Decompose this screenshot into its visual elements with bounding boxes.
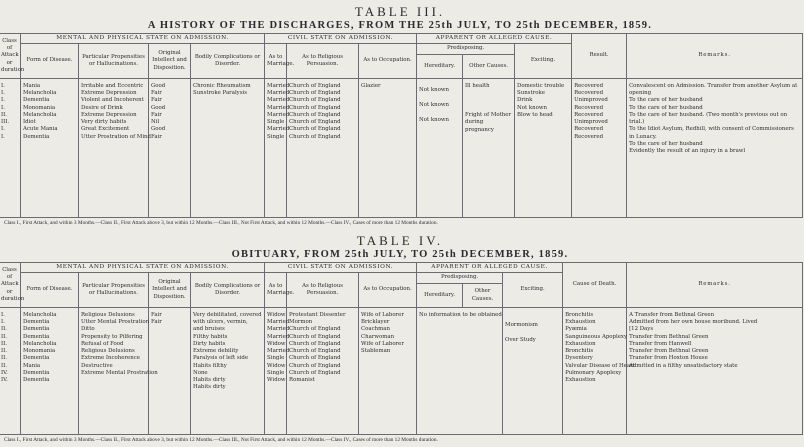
- table-cell: I.: [1, 319, 5, 326]
- table-cell: To the care of her husband: [629, 140, 703, 147]
- table-cell: Exhaustion: [565, 377, 596, 384]
- table-cell: II.: [1, 326, 7, 333]
- table-cell: Admitted in a filthy unsatisfactory state: [629, 362, 738, 369]
- table-cell: Habits filthy: [193, 362, 227, 369]
- table-cell: Church of England: [289, 119, 341, 126]
- table-cell: II.: [1, 362, 7, 369]
- table-cell: Married: [267, 90, 290, 97]
- table-cell: Transfer from Bethnal Green: [629, 348, 709, 355]
- table-cell: To the care of her husband. (Two month's previous out on trial.): [629, 111, 788, 126]
- table-cell: Great Excitement: [81, 126, 130, 133]
- table4-subtitle: OBITUARY, FROM 25th JULY, TO 25th DECEMBER, 1859.: [231, 249, 569, 260]
- table-cell: Monomania: [23, 348, 56, 355]
- table-cell: Widow: [267, 312, 286, 318]
- table-cell: and bruises: [193, 326, 225, 333]
- table-cell: Mania: [23, 362, 41, 369]
- table-cell: Fright of Mother during pregnancy: [465, 112, 512, 133]
- table3-bodily-col: [191, 79, 265, 218]
- table4-marriage-header: As to Marriage.: [265, 273, 287, 308]
- table4-bodily-col: [191, 308, 265, 435]
- table-cell: Valvular Disease of Heart: [565, 362, 635, 369]
- table-cell: Paralysis of left side: [193, 355, 249, 362]
- table-cell: A Transfer from Bethnal Green: [629, 312, 715, 318]
- table-cell: Coachman: [361, 326, 390, 333]
- table-cell: with ulcers, vermin,: [193, 319, 248, 326]
- table-cell: Convalescent on Admission. Transfer from another Asylum at opening: [629, 83, 798, 97]
- table-cell: Sanguineous Apoplexy: [565, 333, 627, 340]
- table3-occupation-header: As to Occupation.: [359, 44, 417, 79]
- table-cell: Wife of Laborer: [361, 312, 404, 318]
- table-cell: Transfer from Hanwell: [629, 340, 692, 347]
- table-cell: Recovered: [574, 126, 604, 133]
- table4-death-col: [563, 308, 635, 435]
- table-cell: Protestant Dissenter: [289, 312, 346, 318]
- table4-original-header: Original Intellect and Disposition.: [149, 273, 191, 308]
- table-cell: Desire of Drink: [81, 104, 123, 111]
- table-cell: I.: [1, 90, 5, 97]
- table-cell: Dementia: [23, 97, 50, 104]
- table-cell: II.: [1, 340, 7, 347]
- table-cell: Glazier: [361, 83, 381, 89]
- table4-occupation-header: As to Occupation.: [359, 273, 417, 308]
- table4-footnote: Class I., First Attack, and within 3 Months.—Class II., First Attack above 3, but within 12 Months.—Class III., Not First Attack, and within 12 Months.—Class IV., Cases of more than 12 Months duration.: [4, 437, 438, 443]
- table-cell: Pyæmia: [565, 326, 587, 333]
- table-cell: Admitted from her own house moribund. Lived: [629, 319, 758, 326]
- table3-exciting-header: Exciting.: [515, 44, 572, 79]
- table-cell: Propensity to Pilfering: [81, 333, 143, 340]
- table-cell: Widow: [267, 377, 286, 384]
- table4-class-header: Class of Attack or duration: [0, 263, 21, 308]
- table-cell: Over Study: [505, 337, 536, 344]
- table-cell: Dementia: [23, 369, 50, 376]
- table-cell: Not known: [419, 87, 449, 93]
- table-cell: Church of England: [289, 355, 341, 362]
- table-cell: Married: [267, 97, 290, 104]
- table4-other-header: Other Causes.: [463, 284, 503, 308]
- table-cell: Mania: [23, 83, 41, 89]
- table-cell: Violent and Incoherent: [81, 97, 144, 104]
- table-cell: Not known: [419, 117, 449, 124]
- table-cell: Fair: [151, 97, 162, 104]
- table-cell: I.: [1, 133, 5, 140]
- table3-result-header: Result.: [572, 34, 627, 79]
- table-cell: Extreme Mental Prostration: [81, 369, 158, 376]
- table-cell: Melancholia: [23, 111, 57, 118]
- table-cell: Church of England: [289, 97, 341, 104]
- table3-predisposing-header: Predisposing.: [417, 44, 515, 55]
- table-cell: Fair: [151, 133, 162, 140]
- table3-bodily-header: Bodily Complications or Disorder.: [191, 44, 265, 79]
- table-cell: Transfer from Bethnal Green: [629, 333, 709, 340]
- table-cell: Bronchitis: [565, 348, 594, 355]
- table3-form-header: Form of Disease.: [21, 44, 79, 79]
- table4-remarks-header: Remarks.: [627, 263, 803, 308]
- table-cell: None: [193, 369, 208, 376]
- table4-hereditary-header: Hereditary.: [417, 284, 463, 308]
- table3-title: TABLE III.: [354, 4, 446, 19]
- table3-form-col: [21, 79, 79, 218]
- table-cell: II.: [1, 348, 7, 355]
- table-cell: Dementia: [23, 133, 50, 140]
- table-cell: Widow: [267, 340, 286, 347]
- table-cell: Married: [267, 319, 290, 326]
- table4-occupation-col: [359, 308, 417, 435]
- table4: [0, 262, 803, 435]
- table3-hereditary-col: [417, 79, 463, 218]
- table-cell: Romanist: [289, 377, 315, 384]
- table3-class-header: Class of Attack or duration: [0, 34, 21, 79]
- table3-other-header: Other Causes.: [463, 55, 515, 79]
- table-cell: Melancholia: [23, 90, 57, 97]
- table3: [0, 33, 803, 218]
- table-cell: Church of England: [289, 90, 341, 97]
- table4-title: TABLE IV.: [356, 233, 444, 248]
- table-cell: Extreme debility: [193, 348, 239, 355]
- table-cell: Exhaustion: [565, 340, 596, 347]
- table-cell: IV.: [1, 377, 8, 384]
- table-cell: To the care of her husband: [629, 97, 703, 104]
- table3-subtitle: A HISTORY OF THE DISCHARGES, FROM THE 25th JULY, TO 25th DECEMBER, 1859.: [147, 20, 653, 31]
- table-cell: III.: [1, 119, 10, 126]
- table-cell: Widow: [267, 362, 286, 369]
- table-cell: Wife of Laborer: [361, 340, 404, 347]
- table4-religion-col: [287, 308, 359, 435]
- table-cell: Extreme Depression: [81, 111, 137, 118]
- table3-peculiar-header: Particular Propensities or Hallucinations.: [79, 44, 149, 79]
- table-cell: I.: [1, 97, 5, 104]
- table3-original-header: Original Intellect and Disposition.: [149, 44, 191, 79]
- table-cell: Church of England: [289, 362, 341, 369]
- table-cell: Bronchitis: [565, 312, 594, 318]
- table-cell: Very debilitated, covered: [193, 312, 262, 318]
- table3-remarks-col: [627, 79, 803, 218]
- table-cell: Church of England: [289, 83, 341, 89]
- table-cell: Nil: [151, 119, 160, 126]
- table-cell: Chronic Rheumatism: [193, 83, 251, 89]
- table-cell: I.: [1, 312, 5, 318]
- table-cell: II.: [1, 111, 7, 118]
- table-cell: Pulmonary Apoplexy: [565, 369, 622, 376]
- table3-religion-header: As to Religious Persuasion.: [287, 44, 359, 79]
- table-cell: Married: [267, 104, 290, 111]
- table-cell: Dementia: [23, 326, 50, 333]
- table-cell: Recovered: [574, 133, 604, 140]
- table-cell: I.: [1, 126, 5, 133]
- table-cell: Recovered: [574, 111, 604, 118]
- table-cell: To the care of her husband: [629, 104, 703, 111]
- table-cell: I.: [1, 83, 5, 89]
- table-cell: Unimproved: [574, 119, 608, 126]
- table-cell: I.: [1, 104, 5, 111]
- table3-original-col: [149, 79, 191, 218]
- table3-hereditary-header: Hereditary.: [417, 55, 463, 79]
- table-cell: Dementia: [23, 377, 50, 384]
- table-cell: Destructive: [81, 362, 113, 369]
- table-cell: Sunstroke: [517, 90, 545, 97]
- table-cell: Married: [267, 333, 290, 340]
- table-cell: Dementia: [23, 355, 50, 362]
- table-cell: Church of England: [289, 133, 341, 140]
- table4-form-col: [21, 308, 79, 435]
- table-cell: No information to be obtained: [419, 312, 502, 318]
- table3-peculiar-col: [79, 79, 149, 218]
- table-cell: Single: [267, 369, 285, 376]
- table-cell: Single: [267, 355, 285, 362]
- table-cell: IV.: [1, 369, 8, 376]
- table-cell: Ill health: [465, 83, 490, 89]
- table4-remarks-col: [627, 308, 803, 435]
- table-cell: Utter Mental Prostration: [81, 319, 150, 326]
- table-cell: Transfer from Hoxton House: [629, 355, 708, 362]
- table-cell: Church of England: [289, 326, 341, 333]
- table4-death-header: Cause of Death.: [563, 263, 627, 308]
- table-cell: Church of England: [289, 348, 341, 355]
- table4-hereditary-col: [417, 308, 503, 435]
- table-cell: Church of England: [289, 104, 341, 111]
- table3-occupation-col: [359, 79, 417, 218]
- table-cell: Married: [267, 326, 290, 333]
- table-cell: Sunstroke Paralysis: [193, 90, 247, 97]
- table-cell: Church of England: [289, 369, 341, 376]
- table-cell: Extreme Incoherence: [81, 355, 140, 362]
- table-cell: Utter Prostration of Mind: [81, 133, 151, 140]
- table-cell: Stableman: [361, 348, 391, 355]
- table4-civil-group: CIVIL STATE ON ADMISSION.: [265, 263, 417, 273]
- table3-exciting-col: [515, 79, 572, 218]
- table-cell: Fair: [151, 111, 162, 118]
- table-cell: Mormon: [289, 319, 313, 326]
- table3-other-col: [463, 79, 515, 218]
- table3-marriage-col: [265, 79, 290, 218]
- table4-cause-group: APPARENT OR ALLEGED CAUSE.: [417, 263, 563, 273]
- table-cell: Domestic trouble: [517, 83, 565, 89]
- table-cell: Melancholia: [23, 340, 57, 347]
- table-cell: Married: [267, 126, 290, 133]
- table-cell: Monomania: [23, 104, 56, 111]
- table-cell: Recovered: [574, 83, 604, 89]
- table-cell: II.: [1, 355, 7, 362]
- table-cell: Fair: [151, 312, 162, 318]
- table-cell: Religious Delusions: [81, 348, 135, 355]
- table-cell: Extreme Depression: [81, 90, 137, 97]
- table4-marriage-col: [265, 308, 290, 435]
- table4-peculiar-header: Particular Propensities or Hallucinations.: [79, 273, 149, 308]
- table-cell: Church of England: [289, 111, 341, 118]
- table3-marriage-header: As to Marriage.: [265, 44, 287, 79]
- table-cell: Filthy habits: [193, 333, 228, 340]
- table-cell: Church of England: [289, 340, 341, 347]
- table-cell: II.: [1, 333, 7, 340]
- table-cell: Church of England: [289, 126, 341, 133]
- table-cell: Dementia: [23, 319, 50, 326]
- table-cell: Recovered: [574, 104, 604, 111]
- table3-religion-col: [287, 79, 359, 218]
- table-cell: Irritable and Eccentric: [81, 83, 144, 89]
- table4-predisposing-header: Predisposing.: [417, 273, 503, 284]
- table-cell: Good: [151, 83, 166, 89]
- table-cell: Church of England: [289, 333, 341, 340]
- table4-class-col: [0, 308, 21, 435]
- table3-civil-group: CIVIL STATE ON ADMISSION.: [265, 34, 417, 44]
- table4-exciting-col: [503, 308, 563, 435]
- table3-cause-group: APPARENT OR ALLEGED CAUSE.: [417, 34, 572, 44]
- table4-form-header: Form of Disease.: [21, 273, 79, 308]
- table-cell: Habits dirty: [193, 384, 226, 391]
- table-cell: Not known: [419, 102, 449, 109]
- table-cell: Melancholia: [23, 312, 57, 318]
- table-cell: Not known: [517, 104, 547, 111]
- table-cell: Recovered: [574, 90, 604, 97]
- table-cell: Unimproved: [574, 97, 608, 104]
- table-cell: Very dirty habits: [81, 119, 127, 126]
- table4-bodily-header: Bodily Complications or Disorder.: [191, 273, 265, 308]
- table-cell: Married: [267, 111, 290, 118]
- table-cell: Bricklayer: [361, 319, 390, 326]
- table-cell: Good: [151, 104, 166, 111]
- table3-mental-group: MENTAL AND PHYSICAL STATE ON ADMISSION.: [21, 34, 265, 44]
- table-cell: Fair: [151, 319, 162, 326]
- table-cell: Acute Mania: [23, 126, 58, 133]
- table-cell: To the Idiot Asylum, Redhill, with consent of Commissioners in Lunacy.: [629, 126, 794, 140]
- table3-remarks-header: Remarks.: [627, 34, 803, 79]
- table-cell: Dementia: [23, 333, 50, 340]
- table3-class-col: [0, 79, 21, 218]
- table-cell: Charwoman: [361, 333, 395, 340]
- table3-footnote: Class I., First Attack, and within 3 Months.—Class II., First Attack above 3, but within 12 Months.—Class III., Not First Attack, and within 12 Months.—Class IV., Cases of more than 12 Months duration.: [4, 220, 438, 226]
- table4-exciting-header: Exciting.: [503, 273, 563, 308]
- table-cell: Idiot: [23, 119, 36, 126]
- table-cell: Married: [267, 83, 290, 89]
- table-cell: Dysentery: [565, 355, 593, 362]
- table4-mental-group: MENTAL AND PHYSICAL STATE ON ADMISSION.: [21, 263, 265, 273]
- table-cell: Ditto: [81, 326, 95, 333]
- table-cell: Exhaustion: [565, 319, 596, 326]
- table-cell: Religious Delusions: [81, 312, 135, 318]
- table-cell: Good: [151, 126, 166, 133]
- table-cell: Refusal of Food: [81, 340, 124, 347]
- table-cell: Single: [267, 133, 285, 140]
- table-cell: Fair: [151, 90, 162, 97]
- table-cell: [12 Days: [629, 326, 654, 333]
- table3-result-col: [572, 79, 627, 218]
- table-cell: Habits dirty: [193, 377, 226, 384]
- table-cell: Evidently the result of an injury in a brawl: [629, 148, 746, 155]
- table-cell: Mormonism: [505, 322, 538, 328]
- table-cell: Dirty habits: [193, 340, 226, 347]
- table-cell: Single: [267, 119, 285, 126]
- table-cell: Married: [267, 348, 290, 355]
- table-cell: Blow to head: [517, 111, 553, 118]
- table-cell: Drink: [517, 97, 533, 104]
- table4-religion-header: As to Religious Persuasion.: [287, 273, 359, 308]
